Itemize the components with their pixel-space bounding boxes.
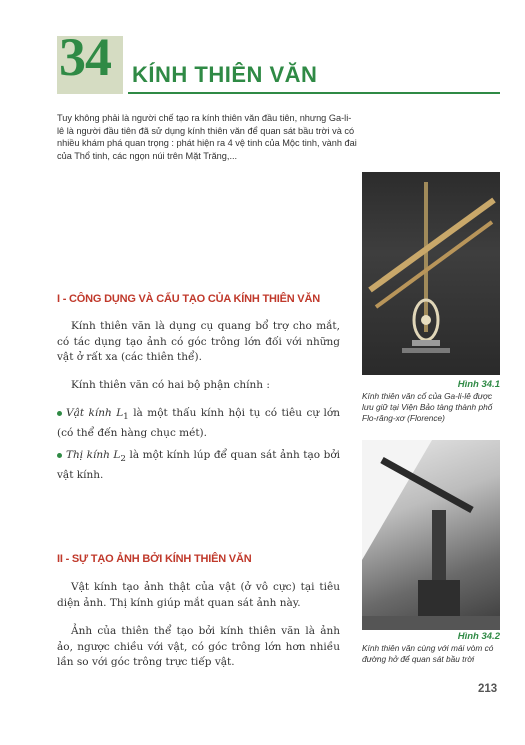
bullet-term: Thị kính L	[66, 449, 121, 461]
chapter-title: KÍNH THIÊN VĂN	[132, 62, 318, 87]
figure-caption-1: Kính thiên văn cổ của Ga-li-lê được lưu giữ tại Viện Bảo tàng thành phố Flo-răng-xơ (Florence)	[362, 391, 493, 423]
bullet-term: Vật kính L	[66, 407, 124, 419]
bullet-dot-icon	[57, 411, 62, 416]
bullet-text: là một thấu kính hội tụ có tiêu cự lớn (có thể đến hàng chục mét).	[57, 407, 340, 439]
title-rule	[128, 92, 500, 94]
bullet-term-subscript: 2	[120, 454, 126, 465]
figure-label-1: Hình 34.1	[457, 379, 500, 390]
bullet-eyepiece	[57, 448, 340, 483]
observatory-illustration	[362, 440, 500, 630]
bullet-objective-lens	[57, 406, 340, 441]
section-heading-2: II - SỰ TẠO ẢNH BỞI KÍNH THIÊN VĂN	[57, 553, 252, 565]
galileo-telescope-photo	[362, 172, 500, 375]
figure-label-2: Hình 34.2	[457, 631, 500, 642]
bullet-text: là một kính lúp để quan sát ảnh tạo bởi vật kính.	[57, 449, 340, 481]
observatory-telescope-photo	[362, 440, 500, 630]
intro-paragraph: Tuy không phải là người chế tạo ra kính thiên văn đầu tiên, nhưng Ga-li-lê là người đầu tiên đã sử dụng kính thiên văn để quan sát bầu trời và có nhiều khám phá quan trọng : phát hiện ra 4 vệ tinh của Mộc tinh, vành đai của Thổ tinh, các ngọn núi trên Mặt Trăng,...	[57, 113, 357, 161]
section2-paragraph-1: Vật kính tạo ảnh thật của vật (ở vô cực) tại tiêu diện ảnh. Thị kính giúp mắt quan sát ảnh này.	[57, 581, 340, 609]
telescope-illustration	[362, 172, 500, 375]
section1-paragraph-2: Kính thiên văn có hai bộ phận chính :	[71, 379, 270, 391]
section-heading-1: I - CÔNG DỤNG VÀ CẤU TẠO CỦA KÍNH THIÊN VĂN	[57, 293, 320, 305]
bullet-dot-icon	[57, 453, 62, 458]
section2-paragraph-2: Ảnh của thiên thể tạo bởi kính thiên văn là ảnh ảo, ngược chiều với vật, có góc trông lớn hơn nhiều lần so với góc trông trực tiếp vật.	[57, 625, 340, 668]
chapter-number: 34	[59, 27, 111, 87]
page-number: 213	[478, 683, 498, 695]
bullet-term-subscript: 1	[123, 412, 129, 423]
section1-paragraph-1: Kính thiên văn là dụng cụ quang bổ trợ cho mắt, có tác dụng tạo ảnh có góc trông lớn đối với những vật ở rất xa (các thiên thể).	[57, 320, 340, 363]
figure-caption-2: Kính thiên văn cùng với mái vòm có đường hở để quan sát bầu trời	[362, 643, 494, 664]
